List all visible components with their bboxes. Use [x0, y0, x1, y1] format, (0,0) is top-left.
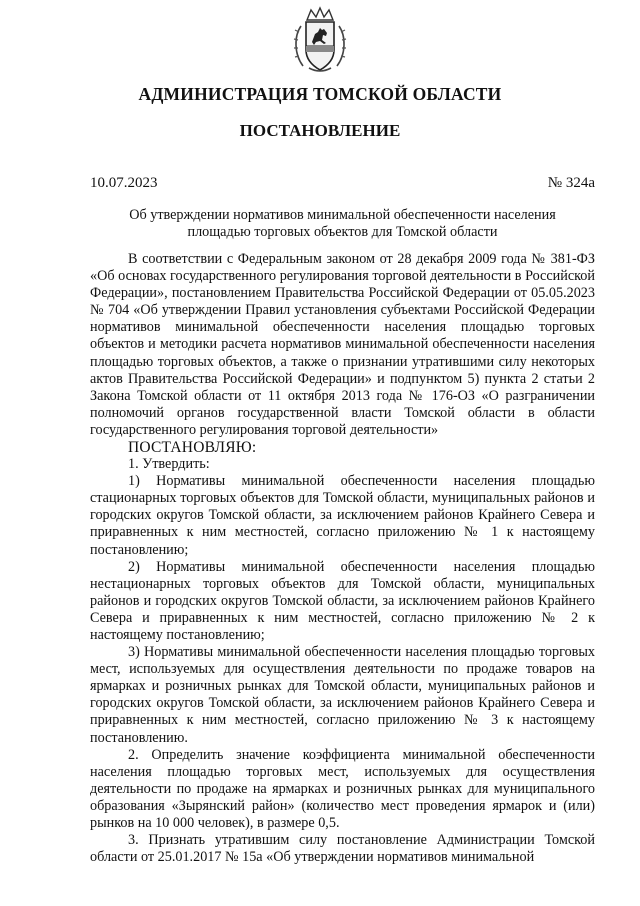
document-type: ПОСТАНОВЛЕНИЕ — [239, 121, 401, 140]
subject-line-2: площадью торговых объектов для Томской области — [187, 224, 498, 240]
preamble-paragraph: В соответствии с Федеральным законом от 28 декабря 2009 года № 381-ФЗ «Об основах государственного регулирования торговой деятельности в Российской Федерации», постановлением Правительства Российской Федерации от 05.05.2023 № 704 «Об утверждении Правил установления субъектами Российской Федерации нормативов минимальной обеспеченности населения площадью торговых объектов и методики расчета нормативов минимальной обеспеченности населения площадью торговых объектов, а также о признании утратившими силу некоторых актов Правительства Российской Федерации» и подпунктом 5) пункта 2 статьи 2 Закона Томской области от 11 октября 2013 года № 176-ОЗ «О разграничении полномочий органов государственной власти Томской области в области государственного регулирования торговой деятельности» — [90, 251, 595, 438]
item-1-title: 1. Утвердить: — [128, 456, 210, 473]
document-number: № 324а — [547, 175, 595, 191]
item-3-paragraph: 3. Признать утратившим силу постановление Администрации Томской области от 25.01.2017 № 15а «Об утверждении нормативов минимальной — [90, 832, 595, 866]
decree-word: ПОСТАНОВЛЯЮ: — [128, 439, 257, 457]
document-date: 10.07.2023 — [90, 175, 158, 191]
item-1-1-paragraph: 1) Нормативы минимальной обеспеченности населения площадью стационарных торговых объектов для Томской области, муниципальных районов и городских округов Томской области, за исключением районов Крайнего Севера и приравненных к ним местностей, согласно приложению № 1 к настоящему постановлению; — [90, 473, 595, 558]
document-subject — [90, 207, 595, 241]
item-1-2-paragraph: 2) Нормативы минимальной обеспеченности населения площадью нестационарных торговых объектов для Томской области, муниципальных районов и городских округов Томской области, за исключением районов Крайнего Севера и приравненных к ним местностей, согласно приложению № 2 к настоящему постановлению; — [90, 558, 595, 643]
organization-title: АДМИНИСТРАЦИЯ ТОМСКОЙ ОБЛАСТИ — [138, 84, 502, 104]
item-2-paragraph: 2. Определить значение коэффициента минимальной обеспеченности населения площадью торговых мест, используемых для осуществления деятельности по продаже на ярмарках и розничных рынках для муниципального образования «Зырянский район» (количество мест проведения ярмарок и (или) рынков на 10 000 человек), в размере 0,5. — [90, 746, 595, 831]
coat-of-arms-icon — [291, 6, 349, 74]
document-body — [90, 251, 595, 866]
item-1-3-paragraph: 3) Нормативы минимальной обеспеченности населения площадью торговых мест, используемых для осуществления деятельности по продаже товаров на ярмарках и розничных рынках для Томской области, муниципальных районов и городских округов Томской области, за исключением районов Крайнего Севера и приравненных к ним местностей, согласно приложению № 3 к настоящему постановлению. — [90, 644, 595, 746]
subject-line-1: Об утверждении нормативов минимальной обеспеченности населения — [129, 207, 556, 223]
